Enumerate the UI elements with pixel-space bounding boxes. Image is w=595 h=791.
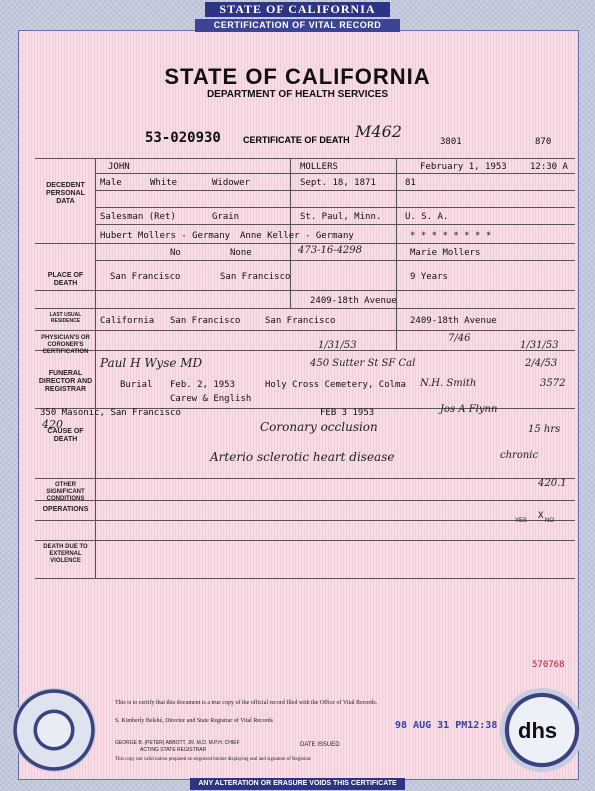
burial-date: Feb. 2, 1953 [170,380,236,390]
registration-district: 3801 [440,137,462,147]
registrar-number: 870 [535,137,552,147]
attended-to: 1/31/53 [318,340,357,351]
autopsy-no: NO [545,518,554,524]
interval: 15 hrs [528,424,561,435]
date-issued-stamp: 98 AUG 31 PM12:38 [395,720,498,731]
signer-name: GEORGE B. (PETER) ABBOTT, JR. M.D. M.P.H. CHIEF [115,740,240,746]
embalmer: N.H. Smith [420,378,477,389]
section-physician: PHYSICIAN'S OR CORONER'S CERTIFICATION [41,335,90,355]
document-subtitle: DEPARTMENT OF HEALTH SERVICES [206,89,389,100]
section-place-of-death: PLACE OF DEATH [47,272,84,287]
death-address: 2409-18th Avenue [310,296,397,306]
length-of-stay: 9 Years [410,272,448,282]
armed-forces: No [170,248,181,258]
disposition: Burial [120,380,153,390]
section-operations: OPERATIONS [42,506,89,513]
war-service: None [230,248,252,258]
section-funeral: FUNERAL DIRECTOR AND REGISTRAR [38,370,93,393]
registrar-director: S. Kimberly Belshé, Director and State Registrar of Vital Records [115,718,273,724]
business: Grain [212,212,240,222]
signer-title: ACTING STATE REGISTRAR [140,747,207,753]
date-issued-label: DATE ISSUED [300,742,340,748]
section-residence: LAST USUAL RESIDENCE [49,312,82,324]
residence-county: San Francisco [170,316,241,326]
age: 81 [405,178,416,188]
residence-city: San Francisco [265,316,336,326]
chronic: chronic [500,450,539,461]
section-external: DEATH DUE TO EXTERNAL VIOLENCE [43,544,88,564]
occupation: Salesman (Ret) [100,212,176,222]
date-of-death: February 1, 1953 [420,162,507,172]
section-decedent: DECEDENT PERSONAL DATA [46,182,85,205]
physician-address: 450 Sutter St SF Cal [310,358,416,369]
document-title: STATE OF CALIFORNIA [164,64,431,89]
serial-number: 570768 [532,660,565,670]
birthplace: St. Paul, Minn. [300,212,382,222]
validity-note: This copy not valid unless prepared on engraved border displaying seal and signature of Registrar. [115,757,312,762]
seen-alive: 1/31/53 [520,340,559,351]
due-to: Arterio sclerotic heart disease [210,450,395,464]
sex: Male [100,178,122,188]
hour-of-death: 12:30 A [530,162,568,172]
physician-signature: Paul H Wyse MD [100,356,203,370]
residence-state: California [100,316,155,326]
social-security: 473-16-4298 [298,245,363,256]
state-file-number: 53-020930 [145,130,221,146]
section-other-conditions: OTHER SIGNIFICANT CONDITIONS [46,482,85,502]
funeral-director-address: 350 Masonic, San Francisco [40,408,181,418]
certification-text: This is to certify that this document is a true copy of the official record filed with the Office of Vital Records. [115,700,378,706]
residence-street: 2409-18th Avenue [410,316,497,326]
autopsy-yes: YES [515,518,528,524]
marital-status: Widower [212,178,250,188]
top-banner: STATE OF CALIFORNIA [205,2,390,17]
embalmer-license: 3572 [540,378,566,389]
registrar-signature: Jos A Flynn [440,404,498,415]
last-name: MOLLERS [300,162,338,172]
certificate-type: CERTIFICATE OF DEATH [243,135,350,145]
cemetery: Holy Cross Cemetery, Colma [265,380,406,390]
date-signed: 2/4/53 [525,358,558,369]
code-2: 420.1 [538,478,567,489]
section-cause: CAUSE OF DEATH [47,428,84,443]
local-code: 420 [42,418,63,431]
attended-from: 7/46 [448,333,471,344]
spouse-name: * * * * * * * * [410,231,492,241]
top-banner-sub: CERTIFICATION OF VITAL RECORD [195,19,400,32]
father-name: Hubert Mollers - Germany [100,231,231,241]
death-county: San Francisco [110,272,181,282]
bottom-banner: ANY ALTERATION OR ERASURE VOIDS THIS CERTIFICATE [190,778,405,790]
mother-name: Anne Keller - Germany [240,231,354,241]
death-city: San Francisco [220,272,291,282]
immediate-cause: Coronary occlusion [260,420,378,434]
date-of-birth: Sept. 18, 1871 [300,178,376,188]
dhs-logo: dhs [518,718,558,743]
first-name: JOHN [108,162,130,172]
citizen-of: U. S. A. [405,212,449,222]
date-received: FEB 3 1953 [320,408,375,418]
funeral-director: Carew & English [170,394,252,404]
handwritten-number: M462 [355,122,402,141]
autopsy-mark: X [538,511,544,521]
race: White [150,178,178,188]
informant: Marie Mollers [410,248,481,258]
state-seal [12,688,96,772]
